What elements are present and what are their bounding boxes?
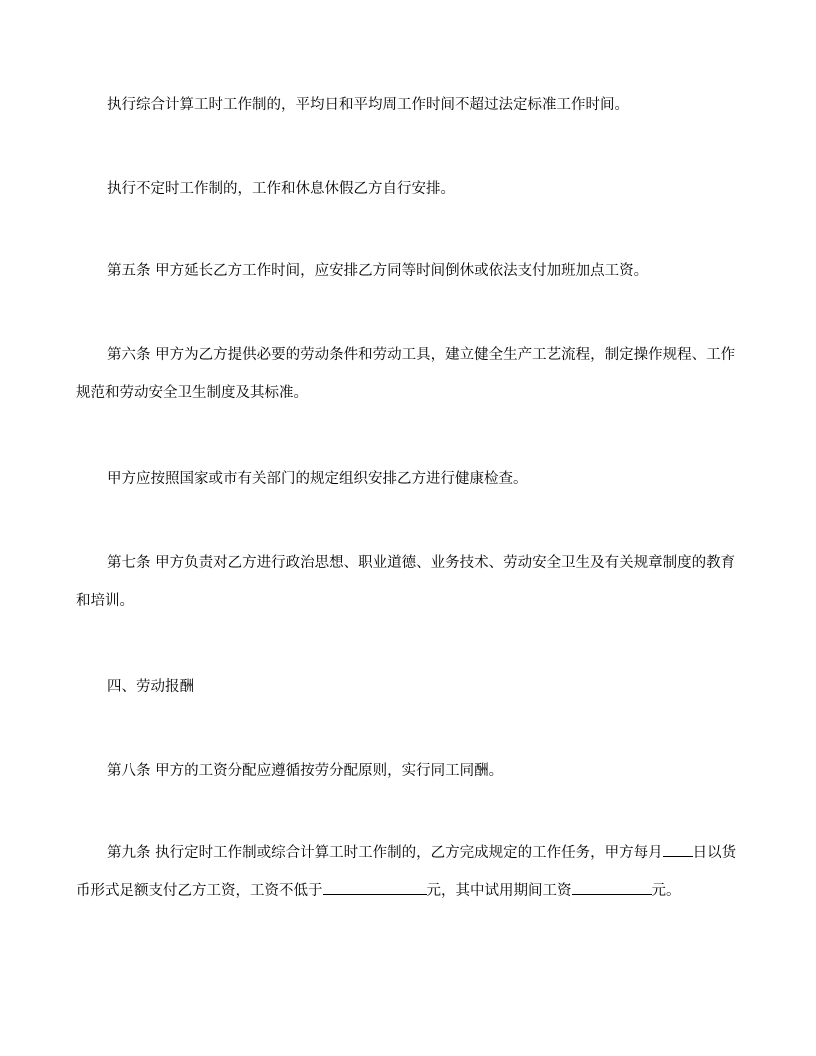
article-9-text-part-4: 元。 bbox=[651, 883, 681, 899]
article-9-text-part-1: 第九条 执行定时工作制或综合计算工时工作制的，乙方完成规定的工作任务，甲方每月 bbox=[107, 845, 663, 861]
paragraph-health-check: 甲方应按照国家或市有关部门的规定组织安排乙方进行健康检查。 bbox=[107, 471, 528, 487]
article-9-text-part-2: 日以货币形式足额支付乙方工资，工资不低于 bbox=[76, 845, 737, 899]
paragraph-article-5: 第五条 甲方延长乙方工作时间，应安排乙方同等时间倒休或依法支付加班加点工资。 bbox=[107, 263, 649, 279]
blank-pay-day bbox=[663, 840, 693, 857]
paragraph-article-6: 第六条 甲方为乙方提供必要的劳动条件和劳动工具，建立健全生产工艺流程，制定操作规程、工作规范和劳动安全卫生制度及其标准。 bbox=[76, 347, 736, 401]
paragraph-comprehensive-hours: 执行综合计算工时工作制的，平均日和平均周工作时间不超过法定标准工作时间。 bbox=[107, 97, 629, 113]
article-9-text-part-3: 元，其中试用期间工资 bbox=[426, 883, 572, 899]
paragraph-flexible-hours: 执行不定时工作制的，工作和休息休假乙方自行安排。 bbox=[107, 181, 455, 197]
blank-minimum-wage bbox=[323, 878, 427, 895]
section-heading-remuneration: 四、劳动报酬 bbox=[107, 679, 194, 695]
paragraph-article-9 bbox=[76, 834, 744, 910]
blank-probation-wage bbox=[572, 878, 652, 895]
paragraph-article-7: 第七条 甲方负责对乙方进行政治思想、职业道德、业务技术、劳动安全卫生及有关规章制度的教育和培训。 bbox=[76, 555, 736, 609]
paragraph-article-8: 第八条 甲方的工资分配应遵循按劳分配原则，实行同工同酬。 bbox=[107, 763, 504, 779]
